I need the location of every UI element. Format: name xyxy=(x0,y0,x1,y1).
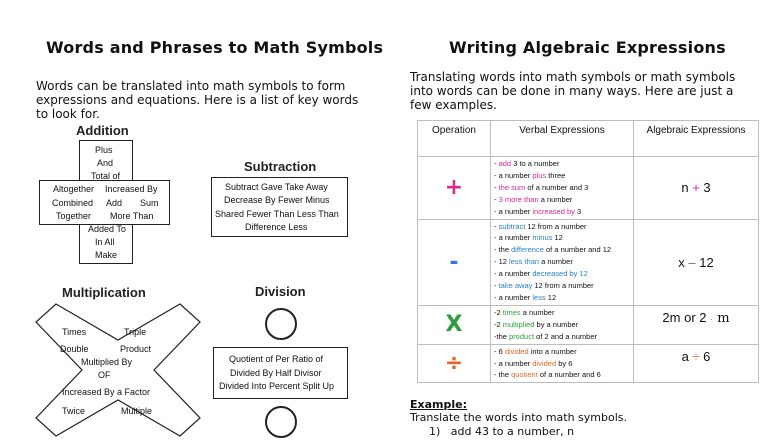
example-heading: Example: xyxy=(410,398,467,411)
expression-fragment: - a number xyxy=(494,269,533,279)
expression-fragment: -2 xyxy=(494,307,503,317)
example-instruction: Translate the words into math symbols. xyxy=(410,411,628,424)
table-header-row xyxy=(418,121,759,157)
expression-fragment: - a number xyxy=(494,292,533,302)
expression-fragment: 3 xyxy=(699,180,711,196)
table-row-subtraction xyxy=(418,219,759,305)
addition-symbol: + xyxy=(418,157,491,220)
verbal-line xyxy=(494,331,630,343)
expression-fragment: increased by xyxy=(532,206,575,216)
expression-fragment: m xyxy=(713,310,730,326)
verbal-line xyxy=(494,232,630,244)
table-row-addition xyxy=(418,157,759,220)
expression-fragment: 12 xyxy=(695,254,714,270)
subtraction-box xyxy=(211,177,348,237)
verbal-line xyxy=(494,346,630,358)
expression-fragment: ÷ xyxy=(692,348,700,364)
expression-fragment: x xyxy=(678,254,689,270)
expression-fragment: - xyxy=(494,221,499,231)
expression-fragment: 3 xyxy=(574,206,582,216)
multiplication-word: Multiplied By xyxy=(81,357,133,367)
verbal-line xyxy=(494,182,630,194)
verbal-line xyxy=(494,307,630,319)
example-item: 1) add 43 to a number, n xyxy=(429,425,575,438)
addition-word: Together xyxy=(56,211,92,221)
verbal-line xyxy=(494,369,630,381)
multiplication-word: Double xyxy=(60,344,89,354)
division-top-dot xyxy=(265,308,297,340)
multiplication-word: Twice xyxy=(62,406,86,416)
verbal-line xyxy=(494,280,630,292)
expression-fragment: plus xyxy=(532,170,547,180)
left-intro: Words can be translated into math symbols to form expressions and equations. Here is a list of key words to look for. xyxy=(36,79,359,121)
addition-word: Sum xyxy=(140,198,159,208)
expression-fragment: difference xyxy=(511,245,544,255)
addition-title: Addition xyxy=(76,123,129,138)
addition-word: More Than xyxy=(110,211,154,221)
division-title: Division xyxy=(255,284,306,299)
verbal-line xyxy=(494,158,630,170)
table-row-division xyxy=(418,344,759,383)
verbal-line xyxy=(494,358,630,370)
expression-fragment: - a number xyxy=(494,170,533,180)
expression-fragment: three xyxy=(546,170,566,180)
expression-fragment: - the xyxy=(494,245,512,255)
addition-word: Added To xyxy=(88,224,126,234)
expression-fragment: a number xyxy=(520,307,555,317)
expression-fragment: of 2 and a number xyxy=(534,331,598,341)
addition-word: Altogether xyxy=(53,184,95,194)
expression-fragment: times xyxy=(502,307,521,317)
expression-fragment: 12 xyxy=(545,292,557,302)
verbal-line xyxy=(494,170,630,182)
expression-fragment: n xyxy=(681,180,693,196)
table-row-multiplication xyxy=(418,305,759,344)
expression-fragment: – xyxy=(688,254,696,270)
addition-word: Make xyxy=(95,250,118,260)
expression-fragment: - 6 xyxy=(494,346,505,356)
expression-fragment: 12 from a number xyxy=(525,221,587,231)
header-verbal: Verbal Expressions xyxy=(491,121,634,157)
verbal-line xyxy=(494,221,630,233)
multiplication-word: Triple xyxy=(124,327,147,337)
expression-fragment: - xyxy=(494,281,499,291)
expression-fragment: 3 to a number xyxy=(511,159,560,168)
division-verbal xyxy=(491,344,634,383)
subtraction-verbal xyxy=(491,219,634,305)
verbal-line xyxy=(494,268,630,280)
division-line: Quotient of Per Ratio of xyxy=(229,354,324,364)
subtraction-algebraic xyxy=(634,219,759,305)
expression-fragment: 12 from a number xyxy=(532,281,594,291)
expression-fragment: - a number xyxy=(494,233,533,243)
expression-fragment: by 6 xyxy=(556,358,573,368)
addition-algebraic xyxy=(634,157,759,220)
expression-fragment: -the xyxy=(494,331,510,341)
multiplication-word: Increased By a Factor xyxy=(62,387,151,397)
expression-fragment: - xyxy=(494,194,499,204)
expression-fragment: quotient xyxy=(511,370,538,380)
expression-fragment: 2m or 2 xyxy=(662,309,711,325)
division-algebraic xyxy=(634,344,759,383)
multiplication-x-shape xyxy=(34,302,202,438)
expression-fragment: less than xyxy=(509,257,540,267)
subtraction-title: Subtraction xyxy=(244,159,317,174)
right-title: Writing Algebraic Expressions xyxy=(449,38,726,57)
expression-fragment: of a number and 3 xyxy=(525,182,589,192)
division-bottom-dot xyxy=(265,406,297,438)
verbal-line xyxy=(494,194,630,206)
addition-word: In All xyxy=(95,237,115,247)
multiplication-word: Times xyxy=(62,327,87,337)
expression-fragment: divided xyxy=(532,358,557,368)
expression-fragment: 12 xyxy=(552,233,563,243)
multiplication-word: Multiple xyxy=(121,406,153,416)
expression-fragment: 6 xyxy=(699,348,711,364)
expression-fragment: 3 more than xyxy=(498,194,539,204)
expression-fragment: take away xyxy=(498,281,533,291)
expression-fragment: divided xyxy=(504,346,529,356)
expression-fragment: add xyxy=(498,159,512,168)
expression-fragment: -2 xyxy=(494,319,503,329)
expression-fragment: - xyxy=(494,159,499,168)
division-line: Divided Into Percent Split Up xyxy=(219,381,335,391)
expression-fragment: - a number xyxy=(494,206,533,216)
division-symbol: ÷ xyxy=(418,344,491,383)
multiplication-word: Product xyxy=(120,344,152,354)
expression-fragment: multiplied xyxy=(502,319,535,329)
expression-fragment: of a number and 6 xyxy=(537,370,601,380)
expression-fragment: a number xyxy=(538,194,573,204)
expression-fragment: subtract xyxy=(498,221,526,231)
subtraction-line: Difference Less xyxy=(245,222,308,232)
expression-fragment: of a number and 12 xyxy=(543,245,612,255)
expression-fragment: - xyxy=(494,182,499,192)
expression-fragment: the sum xyxy=(498,182,526,192)
multiplication-verbal xyxy=(491,305,634,344)
addition-word: Combined xyxy=(52,198,94,208)
multiplication-title: Multiplication xyxy=(62,285,146,300)
expression-fragment: product xyxy=(509,331,535,341)
multiplication-algebraic xyxy=(634,305,759,344)
operations-table xyxy=(417,120,759,383)
subtraction-line: Decrease By Fewer Minus xyxy=(224,195,330,205)
addition-word: Increased By xyxy=(105,184,158,194)
division-line: Divided By Half Divisor xyxy=(230,368,322,378)
expression-fragment: a number xyxy=(539,257,573,267)
expression-fragment: by a number xyxy=(534,319,579,329)
expression-fragment: + xyxy=(692,180,700,196)
expression-fragment: · xyxy=(710,313,714,324)
expression-fragment: decreased by 12 xyxy=(532,269,588,279)
subtraction-line: Shared Fewer Than Less Than xyxy=(215,209,339,219)
header-operation: Operation xyxy=(418,121,491,157)
expression-fragment: less xyxy=(532,292,546,302)
expression-fragment: - 12 xyxy=(494,257,510,267)
right-intro: Translating words into math symbols or math symbols into words can be done in many ways. Here are just a few examples. xyxy=(410,70,736,112)
verbal-line xyxy=(494,319,630,331)
multiplication-symbol: X xyxy=(418,305,491,344)
addition-word: Total of xyxy=(91,171,121,181)
header-algebraic: Algebraic Expressions xyxy=(634,121,759,157)
verbal-line xyxy=(494,292,630,304)
addition-verbal xyxy=(491,157,634,220)
subtraction-symbol: - xyxy=(418,219,491,305)
division-box xyxy=(213,347,348,399)
subtraction-line: Subtract Gave Take Away xyxy=(225,182,328,192)
expression-fragment: into a number xyxy=(528,346,577,356)
verbal-line xyxy=(494,256,630,268)
expression-fragment: - the xyxy=(494,370,512,380)
addition-word: Add xyxy=(106,198,123,208)
multiplication-word: OF xyxy=(98,370,111,380)
addition-word: And xyxy=(97,158,114,168)
left-title: Words and Phrases to Math Symbols xyxy=(46,38,384,57)
verbal-line xyxy=(494,206,630,218)
expression-fragment: a xyxy=(681,348,693,364)
verbal-line xyxy=(494,244,630,256)
expression-fragment: minus xyxy=(532,233,553,243)
expression-fragment: - a number xyxy=(494,358,533,368)
addition-word: Plus xyxy=(95,145,113,155)
